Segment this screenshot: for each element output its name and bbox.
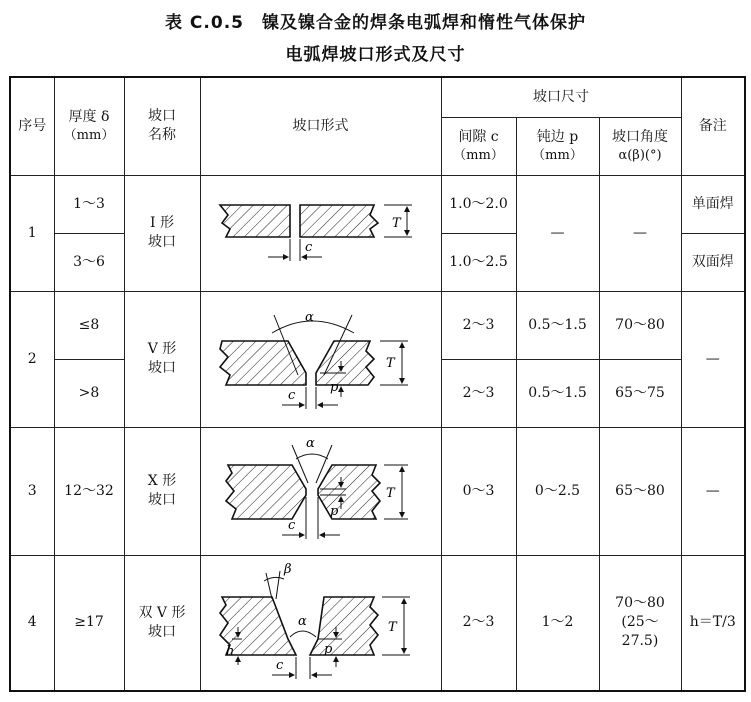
header-gap-line1: 间隙 c (458, 128, 499, 145)
row2-root-a: 0.5～1.5 (516, 291, 599, 359)
row2-remark: — (681, 291, 745, 427)
header-groove-form: 坡口形式 (200, 77, 441, 175)
dv-diagram-p-label: p (323, 641, 332, 657)
row2-groove-name-line1: V 形 (147, 341, 177, 358)
row3-gap: 0～3 (441, 427, 516, 555)
x-diagram-alpha-label: α (305, 436, 315, 451)
i-diagram-c-label: c (304, 240, 312, 255)
header-angle-line1: 坡口角度 (612, 128, 668, 145)
header-gap-line2: （mm） (453, 147, 504, 163)
row2-thickness-b: >8 (54, 359, 124, 427)
v-diagram-alpha-label: α (304, 310, 314, 325)
v-diagram-c-label: c (287, 388, 295, 403)
row2-seq: 2 (10, 291, 54, 427)
i-diagram-T-label: T (391, 216, 401, 231)
x-diagram-p-label: p (329, 504, 338, 519)
header-angle-line2: α(β)(°) (618, 147, 662, 163)
row1-thickness-b: 3～6 (54, 233, 124, 291)
header-seq: 序号 (10, 77, 54, 175)
header-groove-name-line2: 名称 (148, 127, 176, 144)
header-gap (441, 117, 516, 175)
row2-groove-name-line2: 坡口 (148, 360, 176, 376)
row3-groove-name (124, 427, 200, 555)
dv-diagram-h-label: h (225, 643, 234, 659)
row1-remark-b: 双面焊 (681, 233, 745, 291)
row4-seq: 4 (10, 555, 54, 691)
dv-diagram-T-label: T (387, 619, 397, 635)
row4-root: 1～2 (516, 555, 599, 691)
double-v-groove-diagram (202, 557, 440, 689)
row3-thickness: 12～32 (54, 427, 124, 555)
row1-diagram (200, 175, 441, 291)
dv-diagram-beta-label: β (283, 561, 292, 577)
x-diagram-c-label: c (287, 518, 295, 533)
row2-groove-name (124, 291, 200, 427)
v-diagram-T-label: T (385, 356, 395, 371)
row4-angle-line2: (25～ (621, 614, 659, 631)
row3-angle: 65～80 (599, 427, 681, 555)
header-thickness-line1: 厚度 δ (68, 109, 110, 126)
row4-angle-line3: 27.5) (621, 633, 659, 650)
header-root (516, 117, 599, 175)
row2-angle-b: 65～75 (599, 359, 681, 427)
row1-gap-a: 1.0～2.0 (441, 175, 516, 233)
table-title-line1: 表 C.0.5 镍及镍合金的焊条电弧焊和惰性气体保护 (165, 13, 586, 33)
row4-thickness: ≥17 (54, 555, 124, 691)
row4-angle-line1: 70～80 (615, 595, 665, 612)
header-angle (599, 117, 681, 175)
row1-groove-name (124, 175, 200, 291)
row3-seq: 3 (10, 427, 54, 555)
header-root-line1: 钝边 p (536, 128, 579, 145)
row3-groove-name-line1: X 形 (147, 473, 177, 490)
row1-groove-name-line1: I 形 (150, 215, 174, 232)
row2-root-b: 0.5～1.5 (516, 359, 599, 427)
header-thickness-line2: （mm） (63, 127, 115, 143)
dv-diagram-alpha-label: α (297, 613, 307, 629)
row2-angle-a: 70～80 (599, 291, 681, 359)
header-groove-size: 坡口尺寸 (441, 77, 681, 117)
header-remark: 备注 (681, 77, 745, 175)
row2-gap-b: 2～3 (441, 359, 516, 427)
row1-gap-b: 1.0～2.5 (441, 233, 516, 291)
row3-groove-name-line2: 坡口 (148, 492, 176, 508)
row4-groove-name-line1: 双 V 形 (138, 604, 186, 621)
row2-gap-a: 2～3 (441, 291, 516, 359)
row4-remark: h＝T/3 (681, 555, 745, 691)
header-root-line2: （mm） (532, 147, 583, 163)
dv-diagram-c-label: c (275, 657, 283, 673)
groove-table (9, 76, 746, 692)
row3-remark: — (681, 427, 745, 555)
row3-diagram (200, 427, 441, 555)
i-groove-diagram (202, 177, 440, 289)
row1-remark-a: 单面焊 (681, 175, 745, 233)
x-groove-diagram (202, 429, 440, 553)
row4-angle (599, 555, 681, 691)
header-groove-name-line1: 坡口 (148, 108, 176, 125)
header-thickness (54, 77, 124, 175)
row1-root: — (516, 175, 599, 291)
row4-groove-name-line2: 坡口 (148, 623, 176, 640)
row4-gap: 2～3 (441, 555, 516, 691)
x-diagram-T-label: T (385, 486, 395, 501)
v-diagram-p-label: p (329, 380, 338, 395)
row2-diagram (200, 291, 441, 427)
row1-thickness-a: 1～3 (54, 175, 124, 233)
header-groove-name (124, 77, 200, 175)
v-groove-diagram (202, 293, 440, 425)
row4-groove-name (124, 555, 200, 691)
row4-diagram (200, 555, 441, 691)
row3-root: 0～2.5 (516, 427, 599, 555)
row1-angle: — (599, 175, 681, 291)
row1-seq: 1 (10, 175, 54, 291)
table-title-line2: 电弧焊坡口形式及尺寸 (285, 45, 466, 65)
row2-thickness-a: ≤8 (54, 291, 124, 359)
row1-groove-name-line2: 坡口 (148, 234, 176, 250)
